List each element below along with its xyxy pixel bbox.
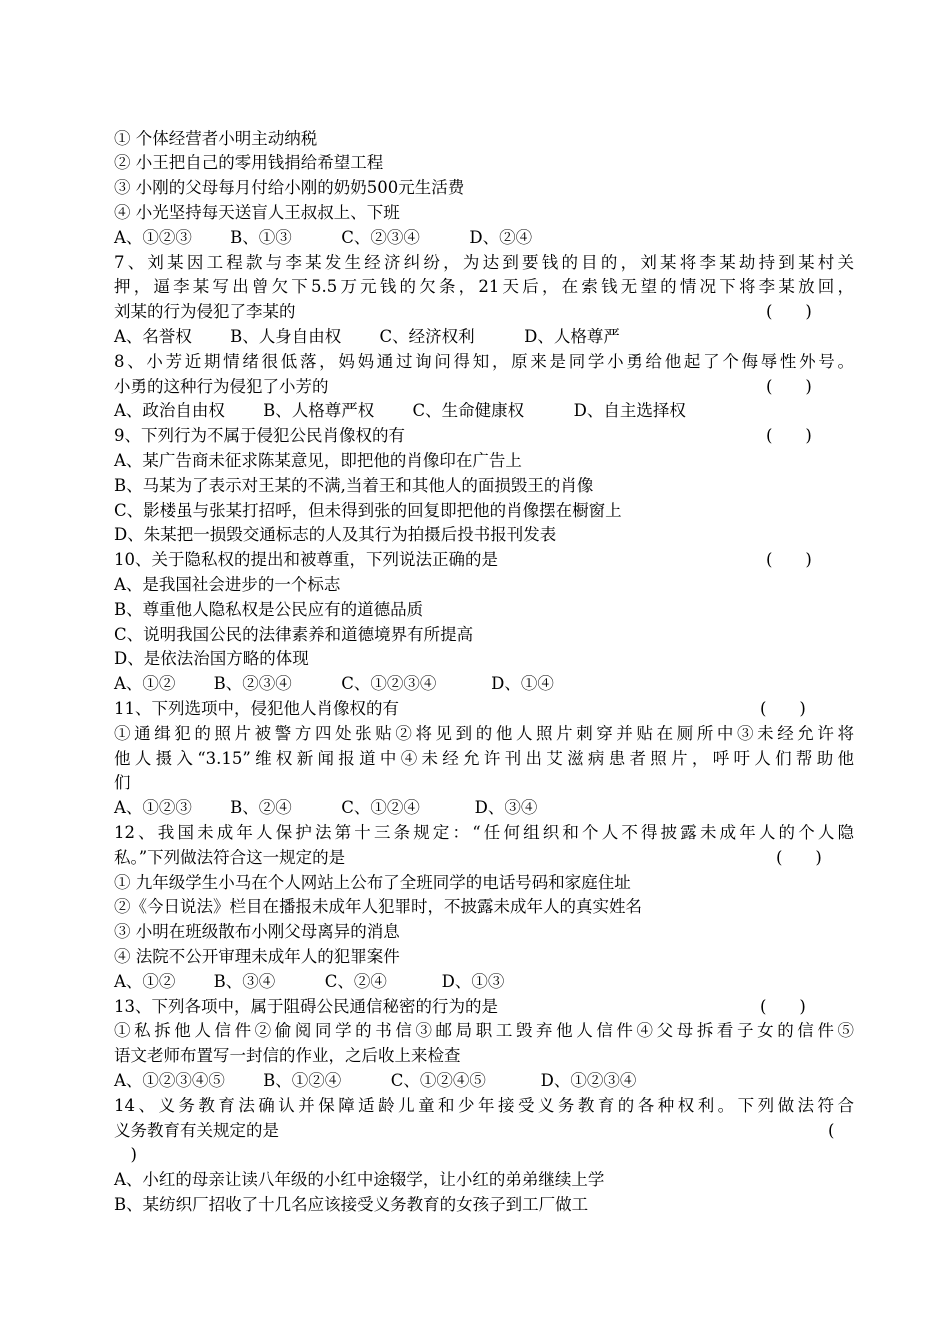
text-line: 他人摄入“3.15”维权新闻报道中④未经允许刊出艾滋病患者照片，呼吁人们帮助他 (114, 748, 854, 768)
text-line: D、是依法治国方略的体现 (114, 649, 309, 669)
text-line: 刘某的行为侵犯了李某的 (114, 302, 296, 322)
text-line: 义务教育有关规定的是 (114, 1120, 279, 1140)
answer-bracket: ( ) (766, 376, 812, 396)
text-line: C、影楼虽与张某打招呼，但未得到张的回复即把他的肖像摆在橱窗上 (114, 500, 622, 520)
text-line: A、①② B、②③④ C、①②③④ D、①④ (114, 674, 554, 694)
text-line: A、某广告商未征求陈某意见，即把他的肖像印在广告上 (114, 450, 522, 470)
text-line: ④ 小光坚持每天送盲人王叔叔上、下班 (114, 202, 400, 222)
text-line: A、①②③ B、①③ C、②③④ D、②④ (114, 227, 533, 247)
text-line: A、小红的母亲让读八年级的小红中途辍学，让小红的弟弟继续上学 (114, 1170, 605, 1190)
text-line: 们 (114, 773, 131, 793)
text-line: 11、下列选项中，侵犯他人肖像权的有 (114, 698, 399, 718)
text-line: ② 小王把自己的零用钱捐给希望工程 (114, 153, 384, 173)
answer-bracket: ( ) (760, 698, 806, 718)
text-line: A、政治自由权 B、人格尊严权 C、生命健康权 D、自主选择权 (114, 401, 686, 421)
text-line: ① 九年级学生小马在个人网站上公布了全班同学的电话号码和家庭住址 (114, 872, 631, 892)
text-line: 押，逼李某写出曾欠下5.5万元钱的欠条，21天后，在索钱无望的情况下将李某放回， (114, 277, 854, 297)
answer-bracket: ( ) (766, 550, 812, 570)
text-line: ④ 法院不公开审理未成年人的犯罪案件 (114, 946, 400, 966)
text-line: 14、义务教育法确认并保障适龄儿童和少年接受义务教育的各种权利。下列做法符合 (114, 1095, 854, 1115)
text-line: ) (114, 1145, 137, 1165)
text-line: B、尊重他人隐私权是公民应有的道德品质 (114, 599, 424, 619)
text-line: 13、下列各项中，属于阻碍公民通信秘密的行为的是 (114, 996, 498, 1016)
answer-bracket: ( (828, 1120, 835, 1140)
text-line: D、朱某把一损毁交通标志的人及其行为拍摄后投书报刊发表 (114, 525, 557, 545)
text-line: C、说明我国公民的法律素养和道德境界有所提高 (114, 624, 474, 644)
text-line: ②《今日说法》栏目在播报未成年人犯罪时，不披露未成年人的真实姓名 (114, 897, 642, 917)
text-line: A、①②③④⑤ B、①②④ C、①②④⑤ D、①②③④ (114, 1070, 637, 1090)
text-line: ①通缉犯的照片被警方四处张贴②将见到的他人照片刺穿并贴在厕所中③未经允许将 (114, 723, 854, 743)
text-line: 7、刘某因工程款与李某发生经济纠纷，为达到要钱的目的，刘某将李某劫持到某村关 (114, 252, 854, 272)
text-line: 8、小芳近期情绪很低落，妈妈通过询问得知，原来是同学小勇给他起了个侮辱性外号。 (114, 351, 854, 371)
text-line: 10、关于隐私权的提出和被尊重，下列说法正确的是 (114, 550, 498, 570)
text-line: ③ 小刚的父母每月付给小刚的奶奶500元生活费 (114, 178, 465, 198)
text-line: A、①② B、③④ C、②④ D、①③ (114, 971, 505, 991)
text-line: 小勇的这种行为侵犯了小芳的 (114, 376, 329, 396)
text-line: A、①②③ B、②④ C、①②④ D、③④ (114, 798, 538, 818)
text-line: 私。”下列做法符合这一规定的是 (114, 847, 346, 867)
answer-bracket: ( ) (760, 996, 806, 1016)
text-line: ③ 小明在班级散布小刚父母离异的消息 (114, 922, 400, 942)
answer-bracket: ( ) (766, 426, 812, 446)
text-line: 9、下列行为不属于侵犯公民肖像权的有 (114, 426, 405, 446)
answer-bracket: ( ) (776, 847, 822, 867)
text-line: 12、我国未成年人保护法第十三条规定：“任何组织和个人不得披露未成年人的个人隐 (114, 822, 854, 842)
answer-bracket: ( ) (766, 302, 812, 322)
text-line: A、是我国社会进步的一个标志 (114, 574, 341, 594)
text-line: 语文老师布置写一封信的作业，之后收上来检查 (114, 1046, 461, 1066)
text-line: B、马某为了表示对王某的不满,当着王和其他人的面损毁王的肖像 (114, 475, 594, 495)
text-line: A、名誉权 B、人身自由权 C、经济权利 D、人格尊严 (114, 326, 620, 346)
text-line: ①私拆他人信件②偷阅同学的书信③邮局职工毁弃他人信件④父母拆看子女的信件⑤ (114, 1021, 854, 1041)
text-line: B、某纺织厂招收了十几名应该接受义务教育的女孩子到工厂做工 (114, 1194, 589, 1214)
text-line: ① 个体经营者小明主动纳税 (114, 128, 318, 148)
